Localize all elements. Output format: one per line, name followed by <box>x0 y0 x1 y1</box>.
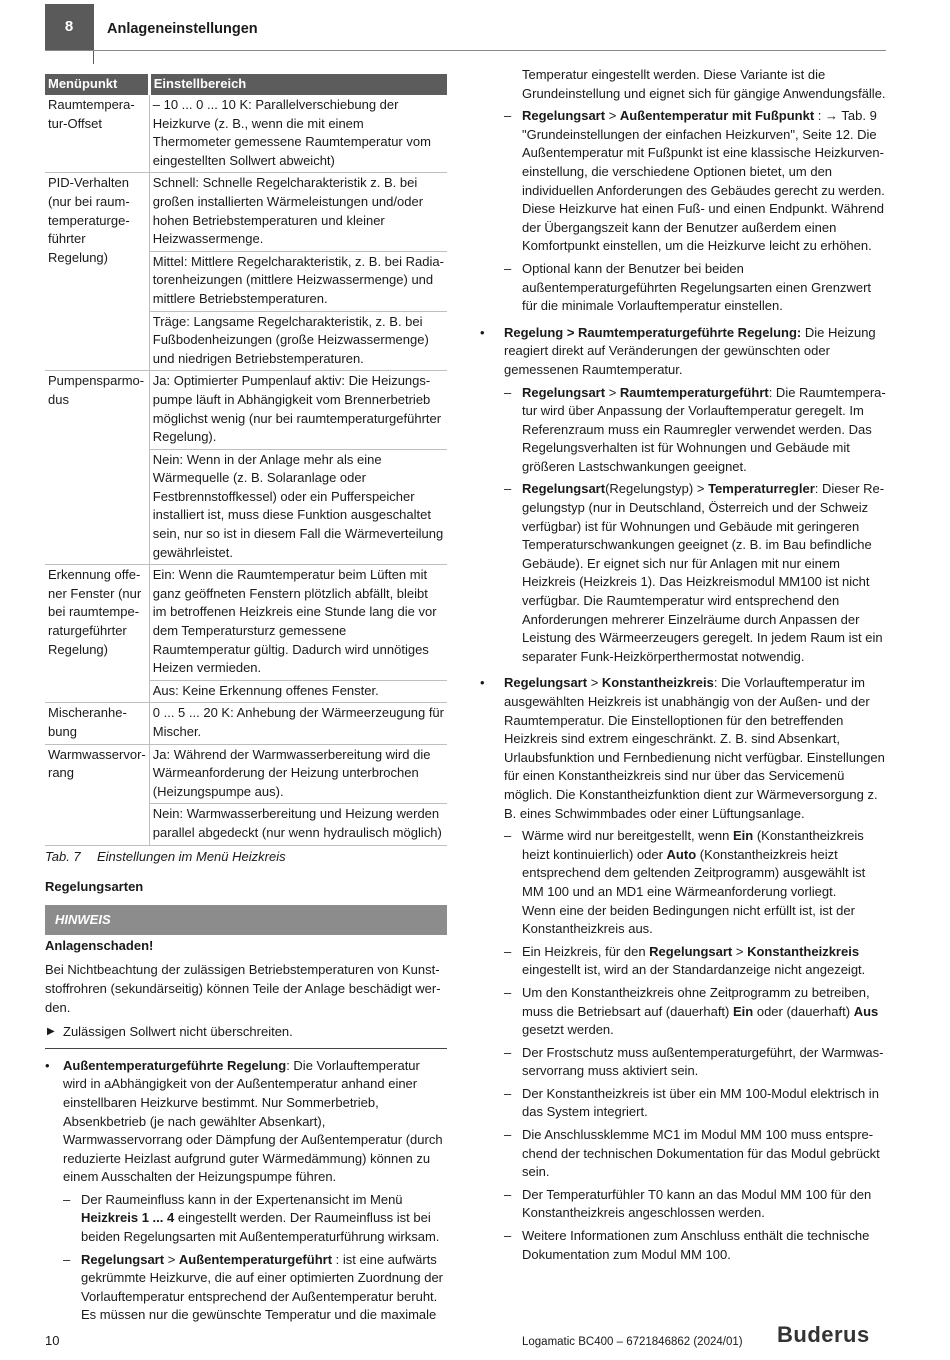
triangle-right-icon: ▶ <box>47 1026 55 1038</box>
table-row <box>45 95 447 173</box>
range-cell: Nein: Wenn in der Anlage mehr als eine Wärmequelle (z. B. Solaranlage oder Festbrennstoffkessel) oder ein Pufferspeicher installiert ist, muss diese Funktion ausgeschaltet sein, nur so ist in diesem Fall die Wärmeverteilung gewährleistet. <box>149 449 447 565</box>
bullet-text: : Die Vorlauftemperatur im ausgewählten Heizkreis ist unabhängig von der Außen- und der Raumtemperatur. Die Einstelloptionen für den betreffenden Heizkreis sind extrem eingeschränkt. Z. B. sind Absenkart, Urlaubsfunktion und Fernbedienung nicht verfügbar. Einstellungen für einen Konstantheizkreis sind nur über das Servicemenü möglich. Die Konstantheizfunktion dient zur Wärmeversorgung z. B. eines Schwimmbades oder einer Lüftungsanlage. <box>504 675 885 821</box>
dash-icon: – <box>504 1044 512 1060</box>
dash-icon: – <box>504 828 512 844</box>
table-caption <box>45 848 447 867</box>
item-text-bold: Aus <box>853 1003 879 1019</box>
table-row <box>45 565 447 681</box>
dash-icon: – <box>504 1228 512 1244</box>
chapter-title: Anlageneinstellungen <box>107 21 258 37</box>
dash-icon: – <box>504 384 512 400</box>
bullet-text: : Die Vorlauftemperatur wird in aAbhängigkeit von der Außentemperatur anhand einer einstellbaren Heizkurve bestimmt. Nur Sommerbetrieb, Absenkbetrieb (je nach gewählter Absenkart), Warmwasservorrang oder Dämpfung der Außentemperatur (durch reduzierte Heizlast aufgrund guter Wärmedämmung) können zu einem Ausschalten der Heizungspumpe führen. <box>63 1057 443 1185</box>
table-row <box>45 703 447 744</box>
table-header-range: Einstellbereich <box>149 74 447 95</box>
range-cell: Ein: Wenn die Raumtemperatur beim Lüften mit ganz geöffneten Fenstern plötzlich abfällt, bleibt im betroffenen Heizkreis eine Stunde lang die vor dem Temperatursturz gemessene Raumtemperatur gültig. Dadurch wird unnötiges Heizen vermieden. <box>149 565 447 681</box>
menu-cell: Raumtemperatur-Offset <box>45 95 149 173</box>
list-item <box>504 827 886 939</box>
item-text: Um den Konstantheizkreis ohne Zeitprogramm zu betreiben, muss die Betriebsart auf (dauerhaft) <box>522 984 870 1019</box>
item-text: Wenn eine der beiden Bedingungen nicht erfüllt ist, ist der Konstantheizkreis aus. <box>522 902 855 937</box>
list-item <box>504 943 886 980</box>
item-text-bold: Regelungsart <box>504 675 588 691</box>
list-item <box>504 1227 886 1264</box>
table-caption-text: Einstellungen im Menü Heizkreis <box>97 848 286 864</box>
item-text: > <box>587 675 602 691</box>
right-column <box>480 66 886 1264</box>
item-text: Der Temperaturfühler T0 kann an das Modul MM 100 für den Konstantheizkreis angeschlossen werden. <box>522 1186 872 1221</box>
item-text: Der Konstantheizkreis ist über ein MM 100-Modul elektrisch in das System integriert. <box>522 1085 879 1120</box>
item-text: : ist eine aufwärts gekrümmte Heizkurve, die auf einer optimierten Zuordnung der Vorlauftemperatur entsprechend der Außentemperatur beruht. Es müssen nur die gewünschte Temperatur und die maximale <box>81 1251 444 1323</box>
item-text-bold: Außentemperaturgeführt <box>178 1251 333 1267</box>
section-title: Regelungsarten <box>45 879 144 895</box>
notice-banner: HINWEIS <box>45 905 447 935</box>
range-cell: Schnell: Schnelle Regelcharakteristik z. B. bei großen installierten Wärmeleistungen und/oder hohen Betriebstemperaturen und kleiner Heizwassermenge. <box>149 173 447 251</box>
continued-text: Temperatur eingestellt werden. Diese Variante ist die Grundeinstellung und eignet sich für gängige Anwendungsfälle. <box>522 67 886 101</box>
list-item <box>480 324 886 667</box>
item-text-bold: Konstantheizkreis <box>601 675 714 691</box>
range-cell: Nein: Warmwasserbereitung und Heizung werden parallel abgedeckt (nur wenn hydraulisch möglich) <box>149 804 447 845</box>
menu-cell: PID-Verhalten (nur bei raumtemperaturgeführter Regelung) <box>45 173 149 371</box>
list-item <box>504 107 886 256</box>
table-row <box>45 744 447 804</box>
item-text-bold: Regelungsart <box>649 943 733 959</box>
list-item <box>480 674 886 1264</box>
bullet-icon: • <box>480 324 485 340</box>
settings-table <box>45 74 447 846</box>
range-cell <box>149 95 447 173</box>
document-id: Logamatic BC400 – 6721846862 (2024/01) <box>522 1336 743 1348</box>
dash-icon: – <box>63 1191 71 1207</box>
item-text: > <box>605 384 620 400</box>
item-text: > <box>605 108 620 124</box>
list-item <box>504 984 886 1040</box>
notice-action-text: Zulässigen Sollwert nicht überschreiten. <box>63 1024 293 1040</box>
item-text: Der Frostschutz muss außentemperaturgeführt, der Warmwasservorrang muss aktiviert sein. <box>522 1044 884 1079</box>
list-item <box>504 1044 886 1081</box>
item-text-bold: Konstantheizkreis <box>747 943 860 959</box>
dash-icon: – <box>504 1085 512 1101</box>
menu-cell: Erkennung offener Fenster (nur bei raumtemperaturgeführter Regelung) <box>45 565 149 703</box>
chapter-number: 8 <box>45 4 93 50</box>
item-text: Weitere Informationen zum Anschluss enthält die technische Dokumentation zum Modul MM 100. <box>522 1228 870 1262</box>
item-text: Ein Heizkreis, für den <box>522 943 650 959</box>
item-text: gesetzt werden. <box>522 1022 614 1038</box>
table-row <box>45 371 447 449</box>
notice-action <box>45 1023 447 1042</box>
dash-icon: – <box>504 481 512 497</box>
dash-icon: – <box>504 943 512 959</box>
table-header-menu: Menüpunkt <box>45 74 149 95</box>
item-text: : Dieser Regelungstyp (nur in Deutschland, Österreich und der Schweiz verfügbar) ist für Wohnungen und Gebäude mit geringeren Temperaturschwankungen geeignet (z. B. im Bau befindliche Gebäude). Er eignet sich nur für Anlagen mit nur einem Heizkreis (Heizkreis 1). Das Heizkreismodul MM100 ist nicht verfügbar. Die Raumtemperatur wird entsprechend den Anforderungen mehrerer Einzelräume durch Anpassen der Leistung des Wärmeerzeugers geregelt. In jedem Raum ist ein separater Funk-Heizkörperthermostat notwendig. <box>522 481 885 664</box>
item-text-bold: Regelungsart <box>81 1251 165 1267</box>
dash-icon: – <box>504 1127 512 1143</box>
table-caption-number: Tab. 7 <box>45 848 81 864</box>
item-text-bold: Temperaturregler <box>708 481 815 497</box>
item-text: Wärme wird nur bereitgestellt, wenn <box>522 828 733 844</box>
range-cell: Mittel: Mittlere Regelcharakteristik, z. B. bei Radiatorenheizungen (mittlere Heizwassermenge) und mittlere Betriebstemperaturen. <box>149 251 447 311</box>
left-column <box>45 74 447 1325</box>
dash-icon: – <box>504 984 512 1000</box>
list-item <box>504 480 886 666</box>
page-number: 10 <box>45 1333 60 1348</box>
list-item <box>504 1126 886 1182</box>
bullet-icon: • <box>45 1057 50 1073</box>
menu-cell: Warmwasservorrang <box>45 744 149 845</box>
range-cell: Ja: Optimierter Pumpenlauf aktiv: Die Heizungspumpe läuft in Abhängigkeit vom Brennerbetrieb möglichst wenig (nur bei raumtemperaturgeführter Regelung). <box>149 371 447 449</box>
item-text-bold: Raumtemperaturgeführt <box>619 384 769 400</box>
range-cell: Träge: Langsame Regelcharakteristik, z. B. bei Fußbodenheizungen (große Heizwassermenge) und niedrigen Betriebstemperaturen. <box>149 311 447 371</box>
item-text: Der Raumeinfluss kann in der Expertenansicht im Menü <box>81 1191 403 1207</box>
notice-rule <box>45 1048 447 1049</box>
range-cell: Aus: Keine Erkennung offenes Fenster. <box>149 680 447 703</box>
item-text: eingestellt ist, wird an der Standardanzeige nicht angezeigt. <box>522 962 866 978</box>
list-item <box>504 1186 886 1223</box>
item-text-bold: Regelungsart <box>522 481 606 497</box>
list-item <box>63 1191 447 1247</box>
menu-cell: Mischeranhebung <box>45 703 149 744</box>
list-item <box>63 1251 447 1325</box>
item-text: eingestellt werden. Der Raumeinfluss ist bei beiden Regelungsarten mit Außentemperaturführung wirksam. <box>81 1210 440 1245</box>
bullet-title: Außentemperaturgeführte Regelung <box>63 1057 287 1073</box>
item-text: (Regelungstyp) > <box>605 481 709 497</box>
list-item <box>504 1085 886 1122</box>
item-text: (Konstantheizkreis heizt entsprechend dem geltenden Zeitprogramm) ausgewählt ist MM 100 und an MD1 eine Wärmeanforderung vorliegt. <box>522 846 866 899</box>
list-item <box>504 384 886 477</box>
dash-icon: – <box>504 260 512 276</box>
notice-text: Bei Nichtbeachtung der zulässigen Betriebstemperaturen von Kunststoffrohren (sekundärseitig) können Teile der Anlage beschädigt werden. <box>45 962 441 1015</box>
item-text-bold: Ein <box>733 1003 754 1019</box>
dash-icon: – <box>504 108 512 124</box>
item-text-bold: Regelungsart <box>522 108 606 124</box>
range-text: – 10 ... 0 ... 10 K: Parallelverschiebung der Heizkurve (z. B., wenn die mit einem Thermometer gemessene Raumtemperatur vom eingestellten Sollwert abweicht) <box>152 97 431 168</box>
item-text: (Konstantheizkreis heizt kontinuierlich) oder <box>522 828 864 862</box>
dash-icon: – <box>504 1186 512 1202</box>
list-item <box>504 260 886 316</box>
item-text: : → Tab. 9 "Grundeinstellungen der einfachen Heizkurven", Seite 12. Die Außentemperatur mit Fußpunkt ist eine klassische Heizkurveneinstellung, die verschiedene Optionen bietet, um den individuellen Anforderungen des Gebäudes gerecht zu werden. Diese Heizkurve hat einen Fuß- und einen Endpunkt. Während der Übergangszeit kann der Benutzer außerdem einen Komfortpunkt einstellen, um die Heizkurve leicht zu erhöhen. <box>522 108 885 254</box>
item-text-bold: Ein <box>732 828 754 844</box>
dash-icon: – <box>63 1251 71 1267</box>
item-text: Die Anschlussklemme MC1 im Modul MM 100 muss entsprechend der technischen Dokumentation für das Modul gebrückt sein. <box>522 1127 880 1180</box>
item-text: oder (dauerhaft) <box>753 1003 854 1019</box>
bullet-text: Die Heizung reagiert direkt auf Veränderungen der gewünschten oder gemessenen Raumtemperatur. <box>504 324 876 377</box>
item-text-bold: Außentemperatur mit Fußpunkt <box>619 108 815 124</box>
range-cell: Ja: Während der Warmwasserbereitung wird die Wärmeanforderung der Heizung unterbrochen (Heizungspumpe aus). <box>149 744 447 804</box>
notice-title: Anlagenschaden! <box>45 937 154 953</box>
menu-cell: Pumpensparmodus <box>45 371 149 565</box>
item-text-bold: Heizkreis 1 ... 4 <box>81 1210 175 1226</box>
header-divider <box>93 4 94 64</box>
list-item <box>45 1057 447 1325</box>
bullet-title: Regelung > Raumtemperaturgeführte Regelung: <box>504 324 802 340</box>
header-rule <box>45 50 886 51</box>
bullet-icon: • <box>480 675 485 691</box>
item-text: > <box>164 1251 179 1267</box>
item-text: > <box>732 943 748 959</box>
item-text-bold: Auto <box>666 846 697 862</box>
brand-logo: Buderus <box>777 1322 870 1347</box>
item-text: Optional kann der Benutzer bei beiden außentemperaturgeführten Regelungsarten einen Grenzwert für die minimale Vorlauftemperatur einstellen. <box>522 260 872 314</box>
item-text-bold: Regelungsart <box>522 384 606 400</box>
item-text: : Die Raumtemperatur wird über Anpassung der Vorlauftemperatur geregelt. Im Referenzraum muss ein Raumregler verwendet werden. Das Regelungsverhalten ist für Wohnungen und Gebäude mit größeren Lastschwankungen geeignet. <box>522 384 886 474</box>
range-cell: 0 ... 5 ... 20 K: Anhebung der Wärmeerzeugung für Mischer. <box>149 703 447 744</box>
table-row <box>45 173 447 251</box>
